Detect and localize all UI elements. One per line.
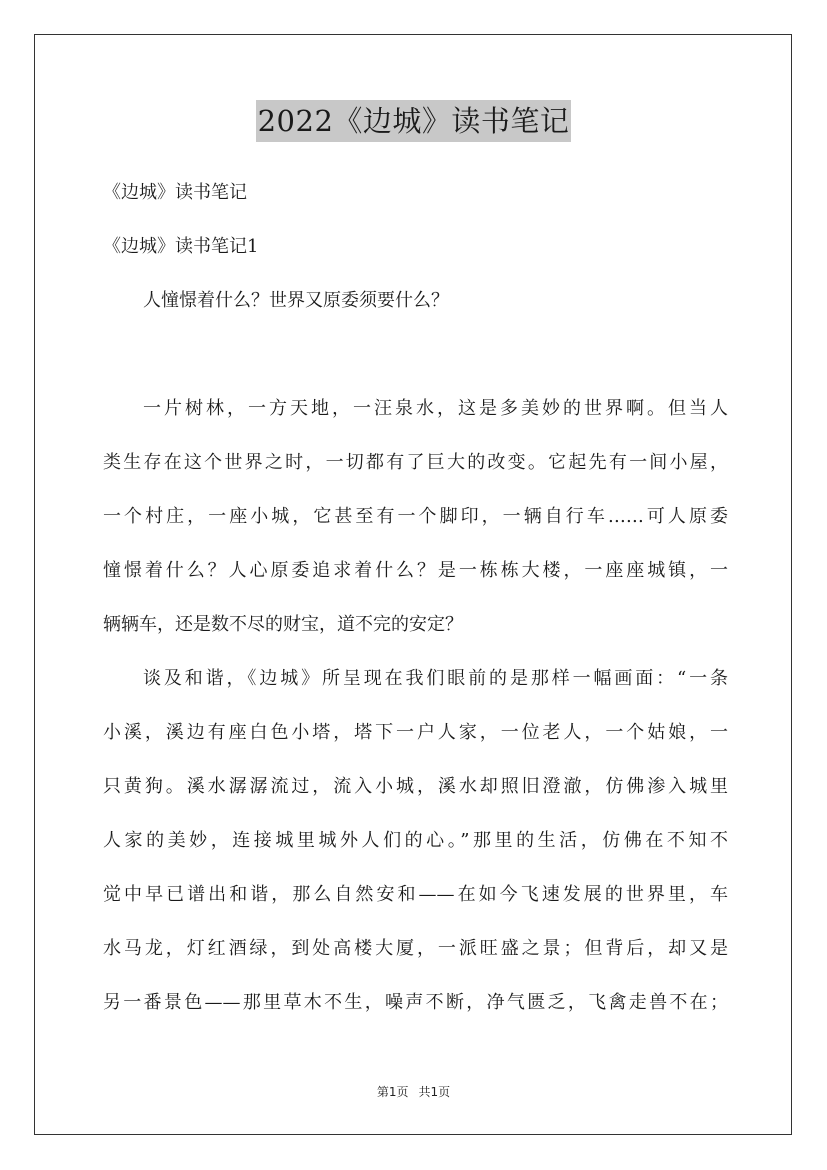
paragraph-2-line: 憧憬着什么？人心原委追求着什么？是一栋栋大楼，一座座城镇，一: [103, 560, 728, 581]
paragraph-2-line: 一个村庄，一座小城，它甚至有一个脚印，一辆自行车……可人原委: [103, 506, 728, 527]
paragraph-3-line: 另一番景色——那里草木不生，噪声不断，净气匮乏，飞禽走兽不在；: [103, 992, 728, 1013]
paragraph-3-line: 谈及和谐，《边城》所呈现在我们眼前的是那样一幅画面：“一条: [143, 668, 728, 689]
paragraph-3-line: 只黄狗。溪水潺潺流过，流入小城，溪水却照旧澄澈，仿佛渗入城里: [103, 776, 728, 797]
paragraph-3-line: 小溪，溪边有座白色小塔，塔下一户人家，一位老人，一个姑娘，一: [103, 722, 728, 743]
page-number: 第1页: [376, 1085, 409, 1099]
document-title-container: [0, 100, 827, 142]
paragraph-3-line: 觉中早已谱出和谐，那么自然安和——在如今飞速发展的世界里，车: [103, 884, 728, 905]
subtitle-1: 《边城》读书笔记: [103, 182, 247, 203]
page-total: 共1页: [418, 1085, 451, 1099]
paragraph-2-line: 辆辆车，还是数不尽的财宝，道不完的安定？: [103, 614, 463, 635]
paragraph-3-line: 水马龙，灯红酒绿，到处高楼大厦，一派旺盛之景；但背后，却又是: [103, 938, 728, 959]
paragraph-1-line: 人憧憬着什么？世界又原委须要什么？: [143, 290, 449, 311]
document-body: [103, 175, 728, 1039]
subtitle-2: 《边城》读书笔记1: [103, 236, 259, 257]
paragraph-gap: [103, 337, 728, 373]
paragraph-2-line: 类生存在这个世界之时，一切都有了巨大的改变。它起先有一间小屋，: [103, 452, 728, 473]
paragraph-2-line: 一片树林，一方天地，一汪泉水，这是多美妙的世界啊。但当人: [143, 398, 728, 419]
paragraph-3-line: 人家的美妙，连接城里城外人们的心。”那里的生活，仿佛在不知不: [103, 830, 728, 851]
page-footer: [0, 1083, 827, 1100]
document-title: 2022《边城》读书笔记: [256, 100, 572, 142]
